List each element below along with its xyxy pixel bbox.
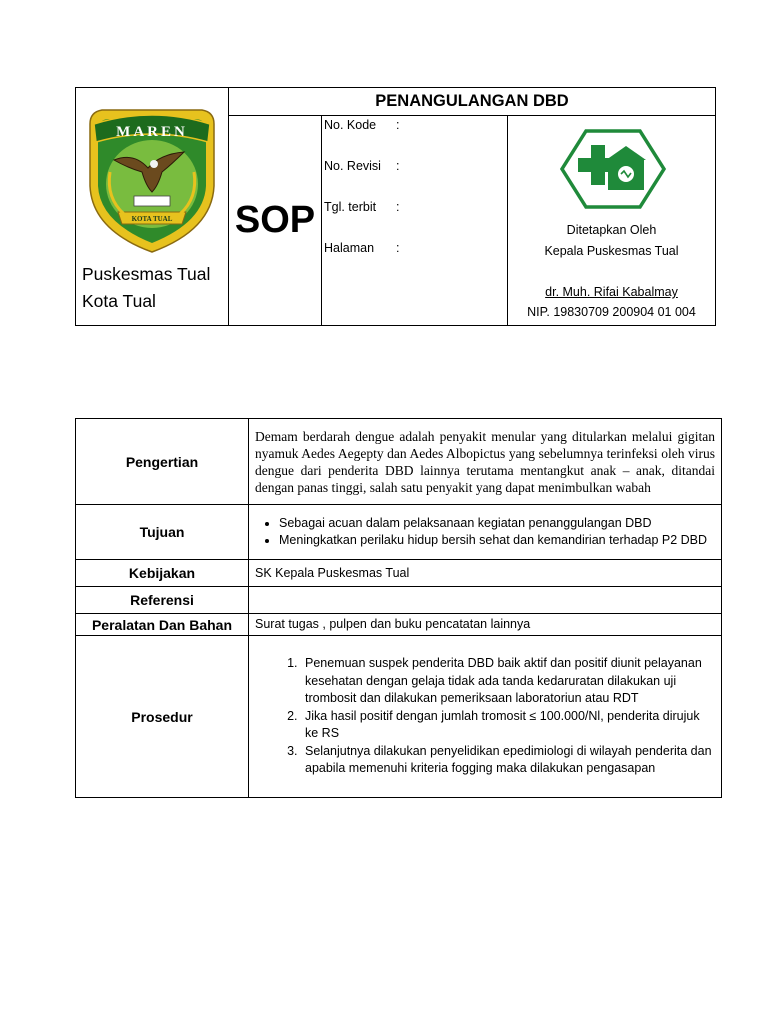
- row-tujuan: [76, 505, 722, 560]
- value-tujuan: [249, 505, 722, 560]
- meta-colon: :: [396, 118, 400, 132]
- pengertian-text: Demam berdarah dengue adalah penyakit menular yang ditularkan melalui gigitan nyamuk Aedes Aegepty dan Aedes Albopictus yang sebelumnya terinfeksi oleh virus dengue dari penderita DBD lainnya terutama mentangkut anak – anak, ditandai dengan panas tinggi, salah satu penyakit yang dapat menimbulkan wabah: [255, 428, 715, 495]
- organization-name: [82, 261, 210, 315]
- logo-ribbon-text: KOTA TUAL: [131, 215, 173, 223]
- value-peralatan: Surat tugas , pulpen dan buku pencatatan lainnya: [249, 614, 722, 636]
- meta-label: No. Kode: [324, 118, 377, 132]
- list-item: • Sebagai acuan dalam pelaksanaan kegiatan penanggulangan DBD: [279, 515, 715, 532]
- sop-content-table: [75, 418, 722, 798]
- approval-line-2: Kepala Puskesmas Tual: [544, 244, 679, 258]
- meta-value: [406, 159, 507, 200]
- meta-colon: :: [396, 241, 400, 255]
- list-item: 2. Jika hasil positif dengan jumlah tromosit ≤ 100.000/Nl, penderita dirujuk ke RS: [301, 708, 715, 743]
- value-pengertian: [249, 419, 722, 505]
- meta-label: No. Revisi: [324, 159, 381, 173]
- row-referensi: [76, 587, 722, 614]
- label-pengertian: Pengertian: [76, 419, 249, 505]
- org-cell: [76, 88, 229, 326]
- org-line-2: Kota Tual: [82, 291, 156, 311]
- document-title: PENANGULANGAN DBD: [229, 88, 716, 116]
- label-referensi: Referensi: [76, 587, 249, 614]
- label-prosedur: Prosedur: [76, 636, 249, 798]
- document-meta: [322, 116, 508, 326]
- list-item: 1. Penemuan suspek penderita DBD baik aktif dan positif diunit pelayanan kesehatan dengan gelaja tidak ada tanda kedaruratan dilakukan uji trombosit dan dilakukan pemeriksaan laboratoriun atau RDT: [301, 655, 715, 708]
- row-kebijakan: [76, 560, 722, 587]
- row-peralatan: [76, 614, 722, 636]
- list-item: • Meningkatkan perilaku hidup bersih sehat dan kemandirian terhadap P2 DBD: [279, 532, 715, 549]
- label-kebijakan: Kebijakan: [76, 560, 249, 587]
- list-item: 3. Selanjutnya dilakukan penyelidikan epedimiologi di wilayah penderita dan apabila memenuhi kriteria fogging maka dilakukan pengasapan: [301, 743, 715, 778]
- org-line-1: Puskesmas Tual: [82, 264, 211, 284]
- logo-banner-text: MAREN: [116, 124, 188, 140]
- meta-label: Halaman: [324, 241, 375, 255]
- puskesmas-logo-icon: [558, 128, 668, 210]
- value-kebijakan: SK Kepala Puskesmas Tual: [249, 560, 722, 587]
- signer-name: dr. Muh. Rifai Kabalmay: [545, 285, 678, 299]
- sop-label: SOP: [229, 116, 322, 326]
- sop-header-table: [75, 87, 716, 326]
- meta-label: Tgl. terbit: [324, 200, 377, 214]
- label-tujuan: Tujuan: [76, 505, 249, 560]
- meta-row-revisi: [324, 159, 507, 200]
- row-pengertian: [76, 419, 722, 505]
- approval-cell: [508, 116, 716, 326]
- meta-value: [406, 241, 507, 282]
- signer-nip: NIP. 19830709 200904 01 004: [527, 305, 696, 319]
- meta-colon: :: [396, 200, 400, 214]
- meta-row-terbit: [324, 200, 507, 241]
- row-prosedur: [76, 636, 722, 798]
- meta-value: [406, 200, 507, 241]
- meta-value: [406, 118, 507, 159]
- kota-tual-emblem-icon: [84, 102, 220, 254]
- meta-row-halaman: [324, 241, 507, 282]
- value-referensi: [249, 587, 722, 614]
- meta-colon: :: [396, 159, 400, 173]
- label-peralatan: Peralatan Dan Bahan: [76, 614, 249, 636]
- meta-row-kode: [324, 118, 507, 159]
- approval-line-1: Ditetapkan Oleh: [566, 223, 657, 237]
- value-prosedur: [249, 636, 722, 798]
